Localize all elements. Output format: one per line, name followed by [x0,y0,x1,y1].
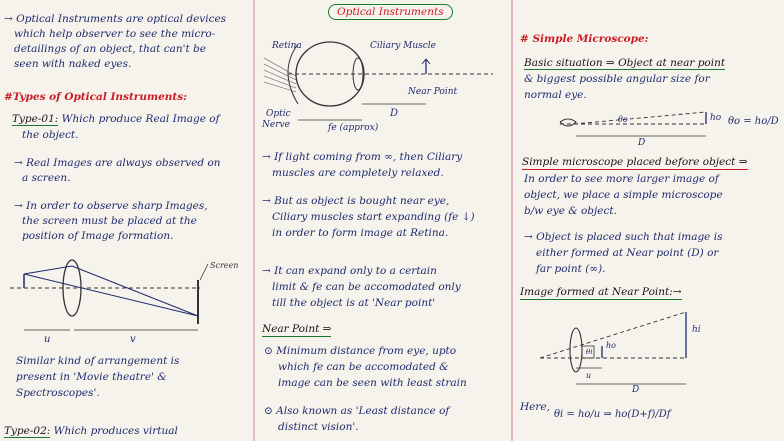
microscope-near-point-diagram [536,302,776,394]
p2-line: Ciliary muscles start expanding (fe ↓) [272,211,475,223]
formed-line: far point (∞). [536,263,606,275]
intro-line: detailings of an object, that can't be [14,43,206,55]
basic-line: & biggest possible angular size for [524,73,710,85]
placed-line: object, we place a simple microscope [524,189,723,201]
intro-line: seen with naked eyes. [14,58,132,70]
similar-line: Similar kind of arrangement is [16,355,180,367]
basic-line [524,56,725,70]
screen-label: Screen [210,261,239,270]
placed-heading: Simple microscope placed before object ⇒ [522,156,748,168]
optic-label: Optic [266,109,291,119]
real-images-line: → Real Images are always observed on [14,157,221,169]
p1-line: → If light coming from ∞, then Ciliary [262,151,463,163]
basic-text: Basic situation ⇒ Object at near point [524,57,726,69]
page-title: Optical Instruments [328,4,453,20]
p3-line: → It can expand only to a certain [262,265,437,277]
nerve-label: Nerve [262,120,290,130]
fe-label: fe (approx) [328,123,379,133]
hi-label: hi [692,325,701,335]
type1-text: the object. [22,129,79,141]
theta-i-formula: θi = ho/u ⇒ ho(D+f)/Df [554,409,671,420]
similar-line: Spectroscopes'. [16,387,100,399]
sharp-line: the screen must be placed at the [22,215,197,227]
p3-line: limit & fe can be accomodated only [272,281,461,293]
theta-i-label: θi [586,348,593,356]
near-point-heading: Near Point ⇒ [262,323,332,335]
retina-label: Retina [272,41,302,51]
D-label: D [638,138,646,146]
eye-diagram [258,26,508,138]
placed-line: b/w eye & object. [524,205,617,217]
intro-line: which help observer to see the micro- [14,28,216,40]
sharp-line: → In order to observe sharp Images, [14,200,208,212]
b2-line: ⊙ Also known as 'Least distance of [264,405,450,417]
formed-line: → Object is placed such that image is [524,231,723,243]
types-heading: #Types of Optical Instruments: [4,91,188,103]
D-label: D [632,385,640,394]
simple-microscope-heading: # Simple Microscope: [520,33,649,45]
b2-line: distinct vision'. [278,421,359,433]
column-middle [258,0,508,441]
b1-line: which fe can be accomodated & [278,361,449,373]
lens-screen-diagram [10,258,248,350]
p1-line: muscles are completely relaxed. [272,167,444,179]
sharp-line: position of Image formation. [22,230,174,242]
type2-label: Type-02: [4,425,51,437]
theta-formula: θo = ho/D [728,116,779,127]
p2-line: → But as object is bought near eye, [262,195,450,207]
near-point-angle-diagram [556,108,784,146]
b1-line: ⊙ Minimum distance from eye, upto [264,345,457,357]
p3-line: till the object is at 'Near point' [272,297,436,309]
v-label: v [130,334,136,345]
type1-label: Type-01: [12,113,59,125]
formed-line: either formed at Near point (D) or [536,247,719,259]
column-divider [511,0,513,441]
ciliary-label: Ciliary Muscle [370,41,437,51]
D-label: D [390,108,399,119]
type2-text: Which produces virtual [53,425,178,437]
p2-line: in order to form image at Retina. [272,227,449,239]
placed-line: In order to see more larger image of [524,173,719,185]
b1-line: image can be seen with least strain [278,377,467,389]
near-point-image-heading: Image formed at Near Point:→ [520,286,682,298]
type2-line [4,424,178,438]
real-images-line: a screen. [22,172,71,184]
here-label: Here, [520,401,550,413]
type1-line [12,112,219,126]
near-point-label: Near Point [408,87,458,97]
column-divider [253,0,255,441]
ho-label: ho [710,113,722,123]
basic-line: normal eye. [524,89,587,101]
ho-label: ho [606,341,616,350]
theta-o-label: θo [618,115,628,124]
similar-line: present in 'Movie theatre' & [16,371,167,383]
type1-text: Which produce Real Image of [61,113,220,125]
column-left [0,0,250,441]
intro-line: → Optical Instruments are optical devices [4,13,227,25]
u-label: u [44,334,51,345]
u-label: u [586,371,592,380]
column-right [516,0,784,441]
